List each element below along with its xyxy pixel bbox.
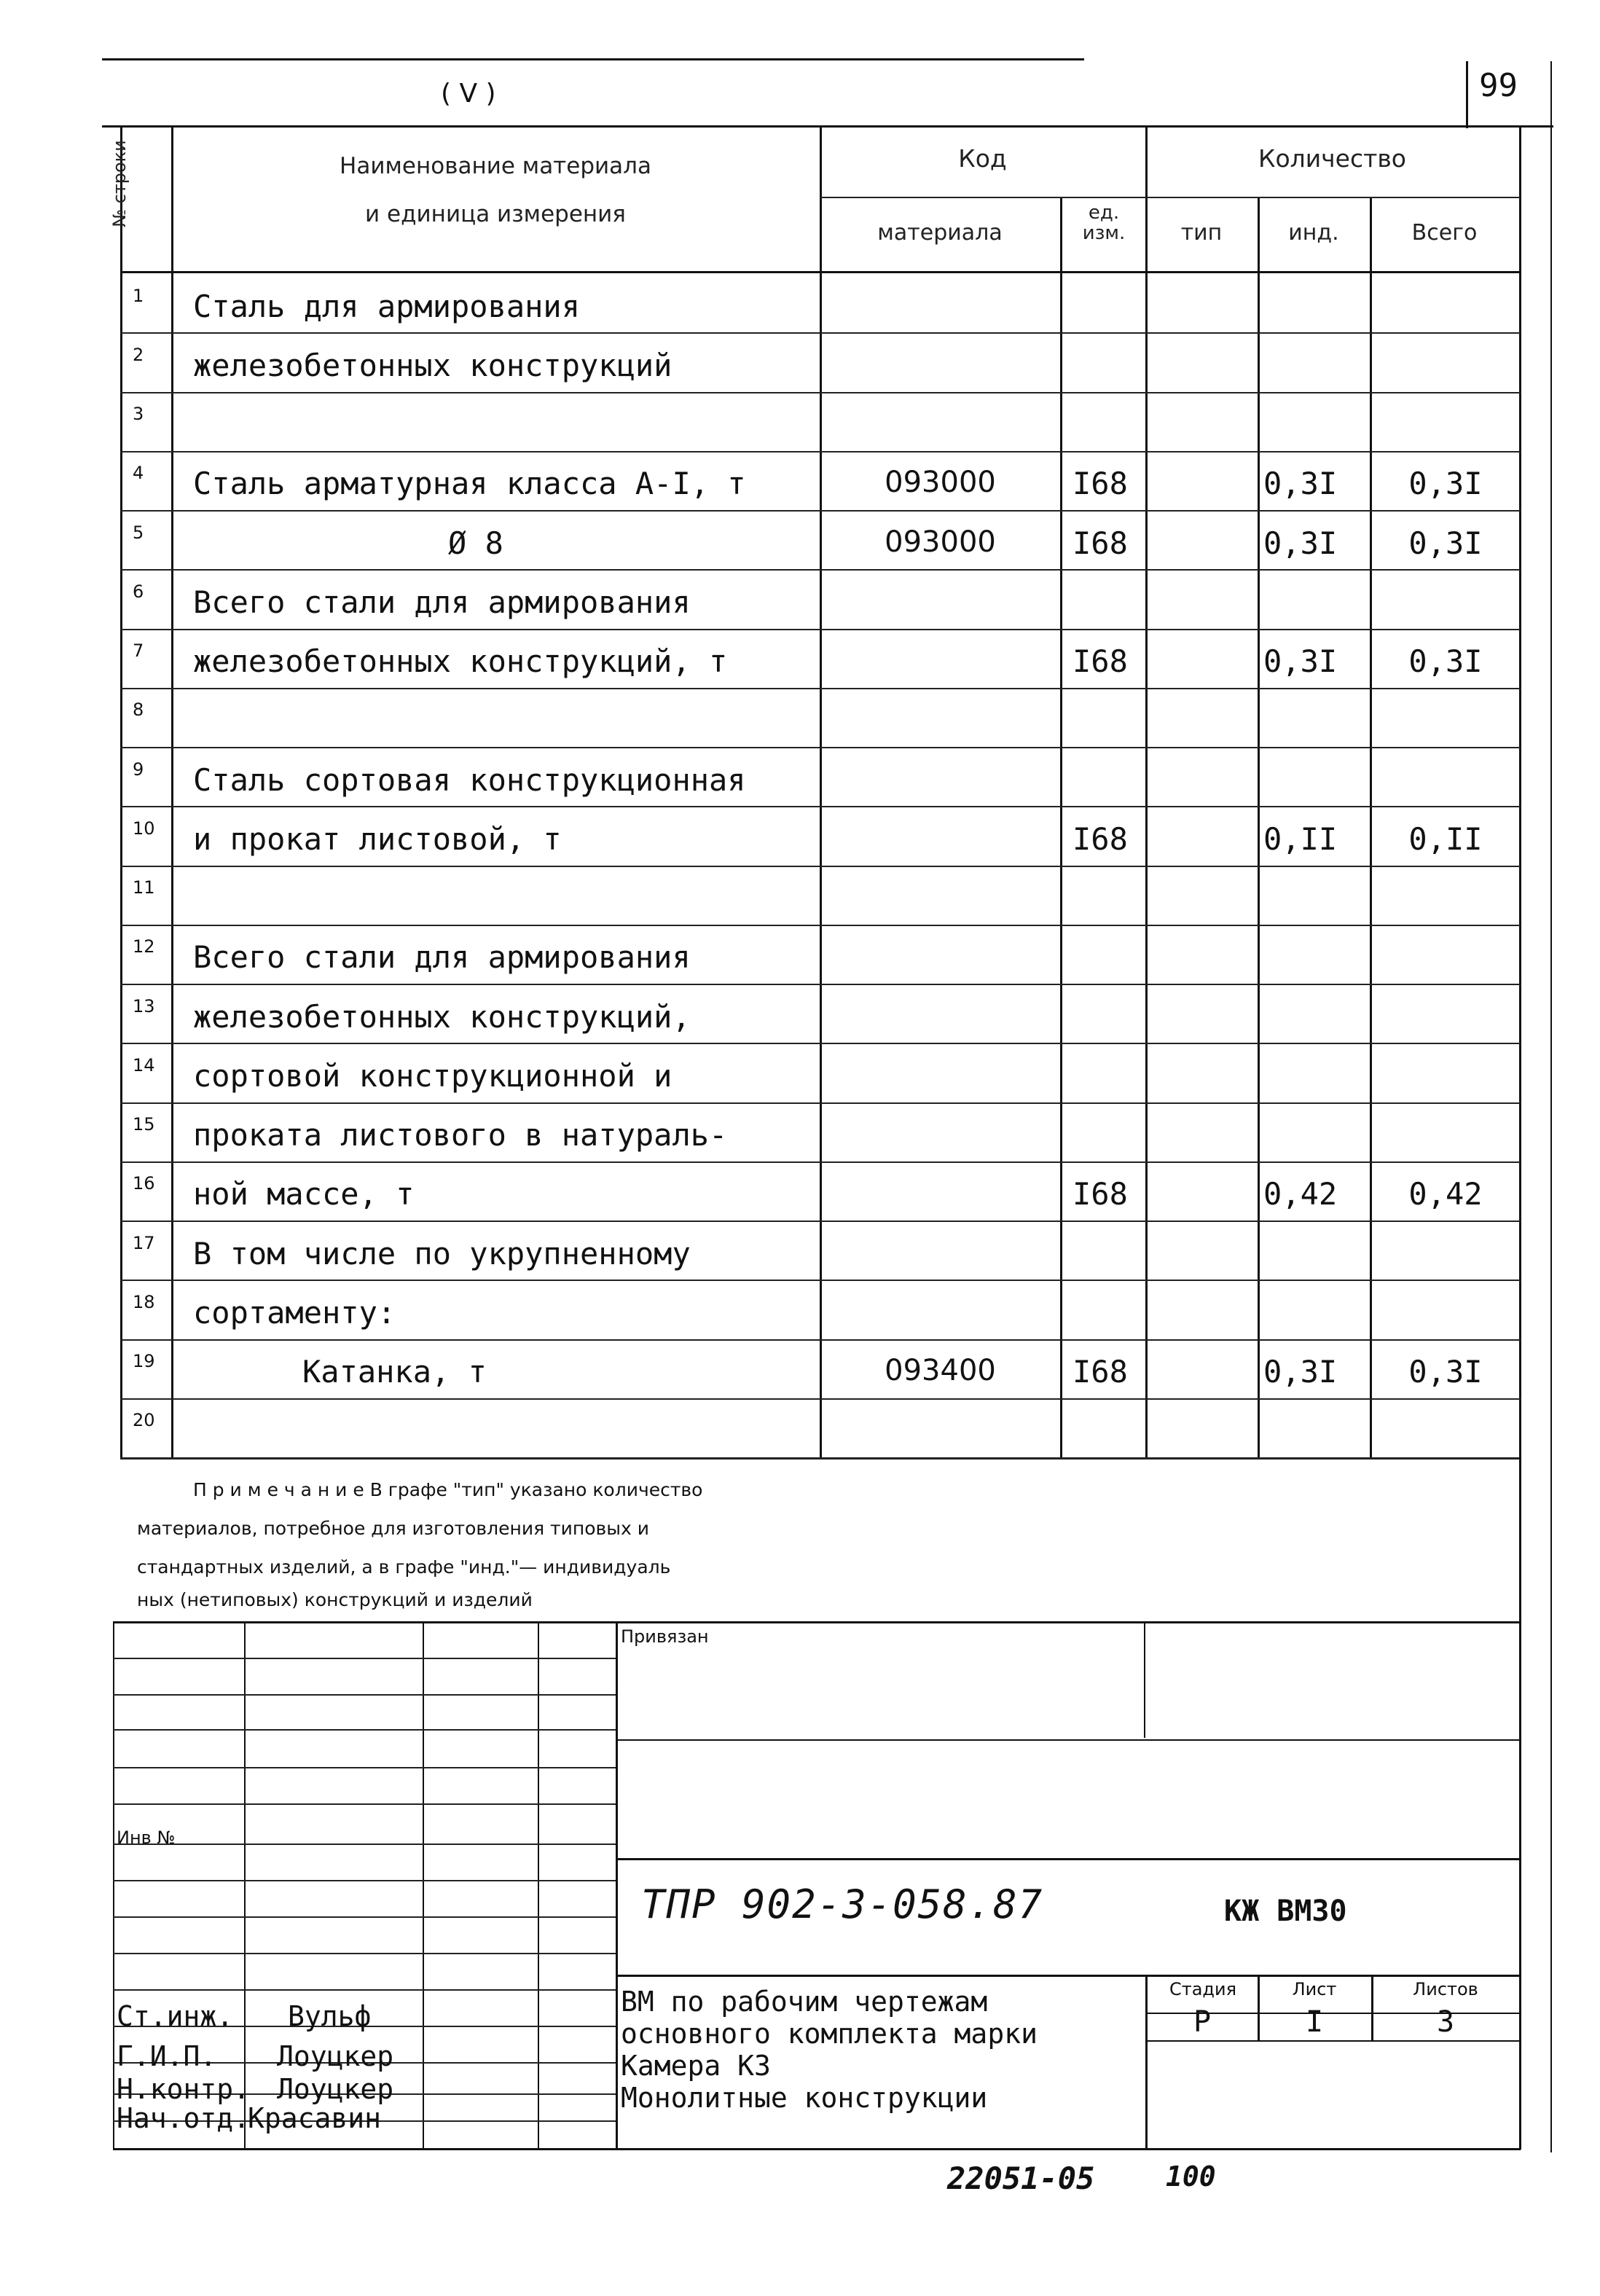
material-name: Сталь арматурная класса А-I, т xyxy=(193,466,746,501)
name-header-line2: и единица измерения xyxy=(365,201,626,227)
document-code: ТПР 902-3-058.87 xyxy=(641,1881,1044,1927)
material-name: проката листового в натураль- xyxy=(193,1117,728,1153)
unit-code: I68 xyxy=(1072,1176,1128,1212)
total-qty: 0,3I xyxy=(1408,525,1483,561)
unit-code: I68 xyxy=(1072,821,1128,857)
note-line: ных (нетиповых) конструкций и изделий xyxy=(137,1589,533,1610)
material-name: Ø 8 xyxy=(448,525,503,561)
material-name: Всего стали для армирования xyxy=(193,584,691,620)
material-name: сортовой конструкционной и xyxy=(193,1058,672,1094)
total-qty: 0,3I xyxy=(1408,1354,1483,1390)
material-code: 093400 xyxy=(885,1354,996,1387)
unit-header: ед. изм. xyxy=(1082,202,1126,244)
signature-role: Г.И.П. xyxy=(117,2040,217,2072)
ind-qty: 0,3I xyxy=(1263,466,1338,501)
ind-header: инд. xyxy=(1288,220,1339,246)
code-material-header: материала xyxy=(877,220,1003,246)
stage-label: Стадия xyxy=(1169,1979,1237,1999)
signature-name: Лоуцкер xyxy=(277,2073,394,2105)
row-number: 11 xyxy=(133,877,155,898)
row-number: 19 xyxy=(133,1351,155,1371)
signature-name: Лоуцкер xyxy=(277,2040,394,2072)
right-page-edge xyxy=(1550,61,1552,2152)
row-number: 5 xyxy=(133,522,144,543)
total-header: Всего xyxy=(1411,220,1478,246)
total-qty: 0,3I xyxy=(1408,466,1483,501)
unit-code: I68 xyxy=(1072,1354,1128,1390)
row-number: 8 xyxy=(133,700,144,720)
ind-qty: 0,3I xyxy=(1263,643,1338,679)
type-header: тип xyxy=(1180,220,1223,246)
page-number: 99 xyxy=(1479,67,1518,104)
row-number: 20 xyxy=(133,1410,155,1430)
row-number: 9 xyxy=(133,759,144,780)
page-number-divider xyxy=(1466,61,1468,128)
material-name: В том числе по укрупненному xyxy=(193,1236,691,1272)
stage-value: Р xyxy=(1193,2005,1212,2039)
row-number: 18 xyxy=(133,1292,155,1312)
row-number-header: № строки xyxy=(109,140,130,227)
note-line: материалов, потребное для изготовления типовых и xyxy=(137,1518,649,1539)
signature-role: Ст.инж. xyxy=(117,2000,234,2032)
sheet-value: I xyxy=(1305,2005,1324,2039)
row-number: 17 xyxy=(133,1233,155,1253)
note-line: стандартных изделий, а в графе "инд."— индивидуаль xyxy=(137,1556,671,1578)
material-name: Всего стали для армирования xyxy=(193,939,691,975)
bound-label: Привязан xyxy=(621,1626,709,1647)
top-rule xyxy=(102,58,1084,60)
material-name: железобетонных конструкций, xyxy=(193,999,691,1035)
archive-number: 100 xyxy=(1166,2160,1216,2193)
total-qty: 0,42 xyxy=(1408,1176,1483,1212)
unit-code: I68 xyxy=(1072,643,1128,679)
row-number: 14 xyxy=(133,1055,155,1075)
material-name: Сталь для армирования xyxy=(193,289,581,324)
unit-code: I68 xyxy=(1072,466,1128,501)
material-name: железобетонных конструкций xyxy=(193,348,672,383)
material-name: Сталь сортовая конструкционная xyxy=(193,762,746,798)
signature-name: Красавин xyxy=(248,2102,382,2134)
code-header: Код xyxy=(958,144,1007,173)
signature-role: Н.контр. xyxy=(117,2073,251,2105)
material-name: Катанка, т xyxy=(302,1354,487,1390)
row-number: 2 xyxy=(133,345,144,365)
sheets-value: 3 xyxy=(1436,2005,1455,2039)
drawing-mark: КЖ ВМ30 xyxy=(1224,1895,1347,1928)
quantity-header: Количество xyxy=(1258,144,1406,173)
section-mark: ( V ) xyxy=(441,79,496,109)
signature-role: Нач.отд. xyxy=(117,2102,251,2134)
unit-code: I68 xyxy=(1072,525,1128,561)
note-line: П р и м е ч а н и е В графе "тип" указано количество xyxy=(193,1479,703,1500)
sheets-label: Листов xyxy=(1413,1979,1478,1999)
sheet-description: ВМ по рабочим чертежам основного комплекта марки Камера К3 Монолитные конструкции xyxy=(621,1986,1038,2114)
row-number: 16 xyxy=(133,1173,155,1194)
row-number: 3 xyxy=(133,404,144,424)
material-name: железобетонных конструкций, т xyxy=(193,643,728,679)
sheet-label: Лист xyxy=(1292,1979,1337,1999)
row-number: 15 xyxy=(133,1114,155,1135)
ind-qty: 0,42 xyxy=(1263,1176,1338,1212)
inventory-number-label: Инв № xyxy=(117,1827,176,1848)
row-number: 4 xyxy=(133,463,144,483)
row-number: 13 xyxy=(133,996,155,1016)
row-number: 7 xyxy=(133,640,144,661)
ind-qty: 0,3I xyxy=(1263,1354,1338,1390)
material-name: сортаменту: xyxy=(193,1295,396,1331)
archive-stamp: 22051-05 xyxy=(947,2160,1095,2196)
total-qty: 0,3I xyxy=(1408,643,1483,679)
row-number: 6 xyxy=(133,581,144,602)
ind-qty: 0,II xyxy=(1263,821,1338,857)
table-left-border xyxy=(120,125,122,1459)
name-header-line1: Наименование материала xyxy=(340,153,651,179)
row-number: 12 xyxy=(133,936,155,957)
row-number: 10 xyxy=(133,818,155,839)
material-name: ной массе, т xyxy=(193,1176,415,1212)
total-qty: 0,II xyxy=(1408,821,1483,857)
material-name: и прокат листовой, т xyxy=(193,821,562,857)
table-right-border xyxy=(1519,125,1521,1459)
signature-name: Вульф xyxy=(288,2000,372,2032)
row-number: 1 xyxy=(133,286,144,306)
material-code: 093000 xyxy=(885,466,996,499)
ind-qty: 0,3I xyxy=(1263,525,1338,561)
material-code: 093000 xyxy=(885,525,996,559)
